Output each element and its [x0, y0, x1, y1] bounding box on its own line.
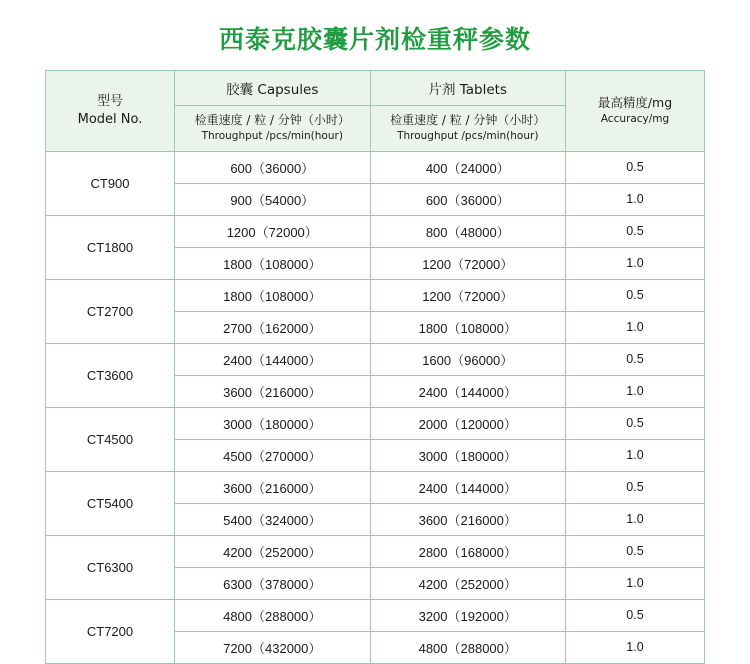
- cell-tablets-throughput: 2400（144000）: [370, 471, 566, 503]
- cell-capsules-throughput: 6300（378000）: [175, 567, 371, 599]
- cell-tablets-throughput: 1200（72000）: [370, 279, 566, 311]
- header-accuracy: [566, 71, 705, 152]
- cell-model: CT6300: [46, 535, 175, 599]
- cell-capsules-throughput: 4500（270000）: [175, 439, 371, 471]
- cell-capsules-throughput: 7200（432000）: [175, 631, 371, 663]
- cell-tablets-throughput: 1600（96000）: [370, 343, 566, 375]
- cell-accuracy: 1.0: [566, 247, 705, 279]
- cell-tablets-throughput: 2800（168000）: [370, 535, 566, 567]
- cell-capsules-throughput: 600（36000）: [175, 151, 371, 183]
- header-capsules: 胶囊 Capsules: [175, 71, 371, 106]
- cell-model: CT900: [46, 151, 175, 215]
- table-row: [46, 599, 705, 631]
- cell-tablets-throughput: 1800（108000）: [370, 311, 566, 343]
- header-tablets-throughput: [370, 106, 566, 152]
- table-row: [46, 279, 705, 311]
- cell-capsules-throughput: 1200（72000）: [175, 215, 371, 247]
- cell-accuracy: 1.0: [566, 183, 705, 215]
- table-row: [46, 343, 705, 375]
- cell-accuracy: 0.5: [566, 599, 705, 631]
- header-capsules-throughput-en: Throughput /pcs/min(hour): [201, 130, 343, 142]
- cell-accuracy: 0.5: [566, 407, 705, 439]
- cell-model: CT5400: [46, 471, 175, 535]
- spec-table: [45, 70, 705, 664]
- spec-table-body: [46, 151, 705, 663]
- cell-model: CT4500: [46, 407, 175, 471]
- cell-accuracy: 1.0: [566, 311, 705, 343]
- cell-tablets-throughput: 600（36000）: [370, 183, 566, 215]
- header-capsules-throughput-cn: 检重速度 / 粒 / 分钟（小时）: [194, 113, 350, 127]
- cell-accuracy: 1.0: [566, 439, 705, 471]
- page-title: 西泰克胶囊片剂检重秤参数: [218, 25, 531, 54]
- table-row: [46, 535, 705, 567]
- header-model-cn: 型号: [96, 94, 123, 110]
- cell-accuracy: 1.0: [566, 567, 705, 599]
- cell-tablets-throughput: 4200（252000）: [370, 567, 566, 599]
- cell-accuracy: 1.0: [566, 375, 705, 407]
- header-capsules-throughput: [175, 106, 371, 152]
- table-row: [46, 407, 705, 439]
- cell-tablets-throughput: 3200（192000）: [370, 599, 566, 631]
- header-accuracy-cn: 最高精度/mg: [597, 94, 673, 110]
- header-model-en: Model No.: [77, 111, 143, 127]
- spec-table-head: [46, 71, 705, 152]
- cell-model: CT1800: [46, 215, 175, 279]
- cell-tablets-throughput: 1200（72000）: [370, 247, 566, 279]
- cell-accuracy: 0.5: [566, 343, 705, 375]
- cell-tablets-throughput: 3000（180000）: [370, 439, 566, 471]
- cell-capsules-throughput: 4200（252000）: [175, 535, 371, 567]
- cell-tablets-throughput: 4800（288000）: [370, 631, 566, 663]
- cell-tablets-throughput: 800（48000）: [370, 215, 566, 247]
- cell-capsules-throughput: 3600（216000）: [175, 375, 371, 407]
- cell-tablets-throughput: 2000（120000）: [370, 407, 566, 439]
- cell-capsules-throughput: 900（54000）: [175, 183, 371, 215]
- cell-tablets-throughput: 400（24000）: [370, 151, 566, 183]
- spec-table-container: [45, 70, 705, 664]
- cell-accuracy: 0.5: [566, 471, 705, 503]
- cell-accuracy: 0.5: [566, 279, 705, 311]
- cell-accuracy: 0.5: [566, 535, 705, 567]
- table-row: [46, 471, 705, 503]
- cell-capsules-throughput: 5400（324000）: [175, 503, 371, 535]
- cell-tablets-throughput: 2400（144000）: [370, 375, 566, 407]
- cell-capsules-throughput: 4800（288000）: [175, 599, 371, 631]
- cell-tablets-throughput: 3600（216000）: [370, 503, 566, 535]
- cell-capsules-throughput: 2700（162000）: [175, 311, 371, 343]
- cell-capsules-throughput: 2400（144000）: [175, 343, 371, 375]
- header-accuracy-en: Accuracy/mg: [600, 113, 670, 126]
- header-model: [46, 71, 175, 152]
- cell-capsules-throughput: 3600（216000）: [175, 471, 371, 503]
- header-tablets-throughput-en: Throughput /pcs/min(hour): [397, 130, 539, 142]
- header-tablets-throughput-cn: 检重速度 / 粒 / 分钟（小时）: [390, 113, 546, 127]
- cell-model: CT7200: [46, 599, 175, 663]
- table-row: [46, 215, 705, 247]
- cell-capsules-throughput: 1800（108000）: [175, 279, 371, 311]
- cell-model: CT3600: [46, 343, 175, 407]
- cell-capsules-throughput: 1800（108000）: [175, 247, 371, 279]
- table-row: [46, 151, 705, 183]
- cell-accuracy: 0.5: [566, 215, 705, 247]
- cell-accuracy: 1.0: [566, 631, 705, 663]
- cell-model: CT2700: [46, 279, 175, 343]
- cell-accuracy: 0.5: [566, 151, 705, 183]
- cell-accuracy: 1.0: [566, 503, 705, 535]
- header-row-main: [46, 71, 705, 106]
- cell-capsules-throughput: 3000（180000）: [175, 407, 371, 439]
- header-tablets: 片剂 Tablets: [370, 71, 566, 106]
